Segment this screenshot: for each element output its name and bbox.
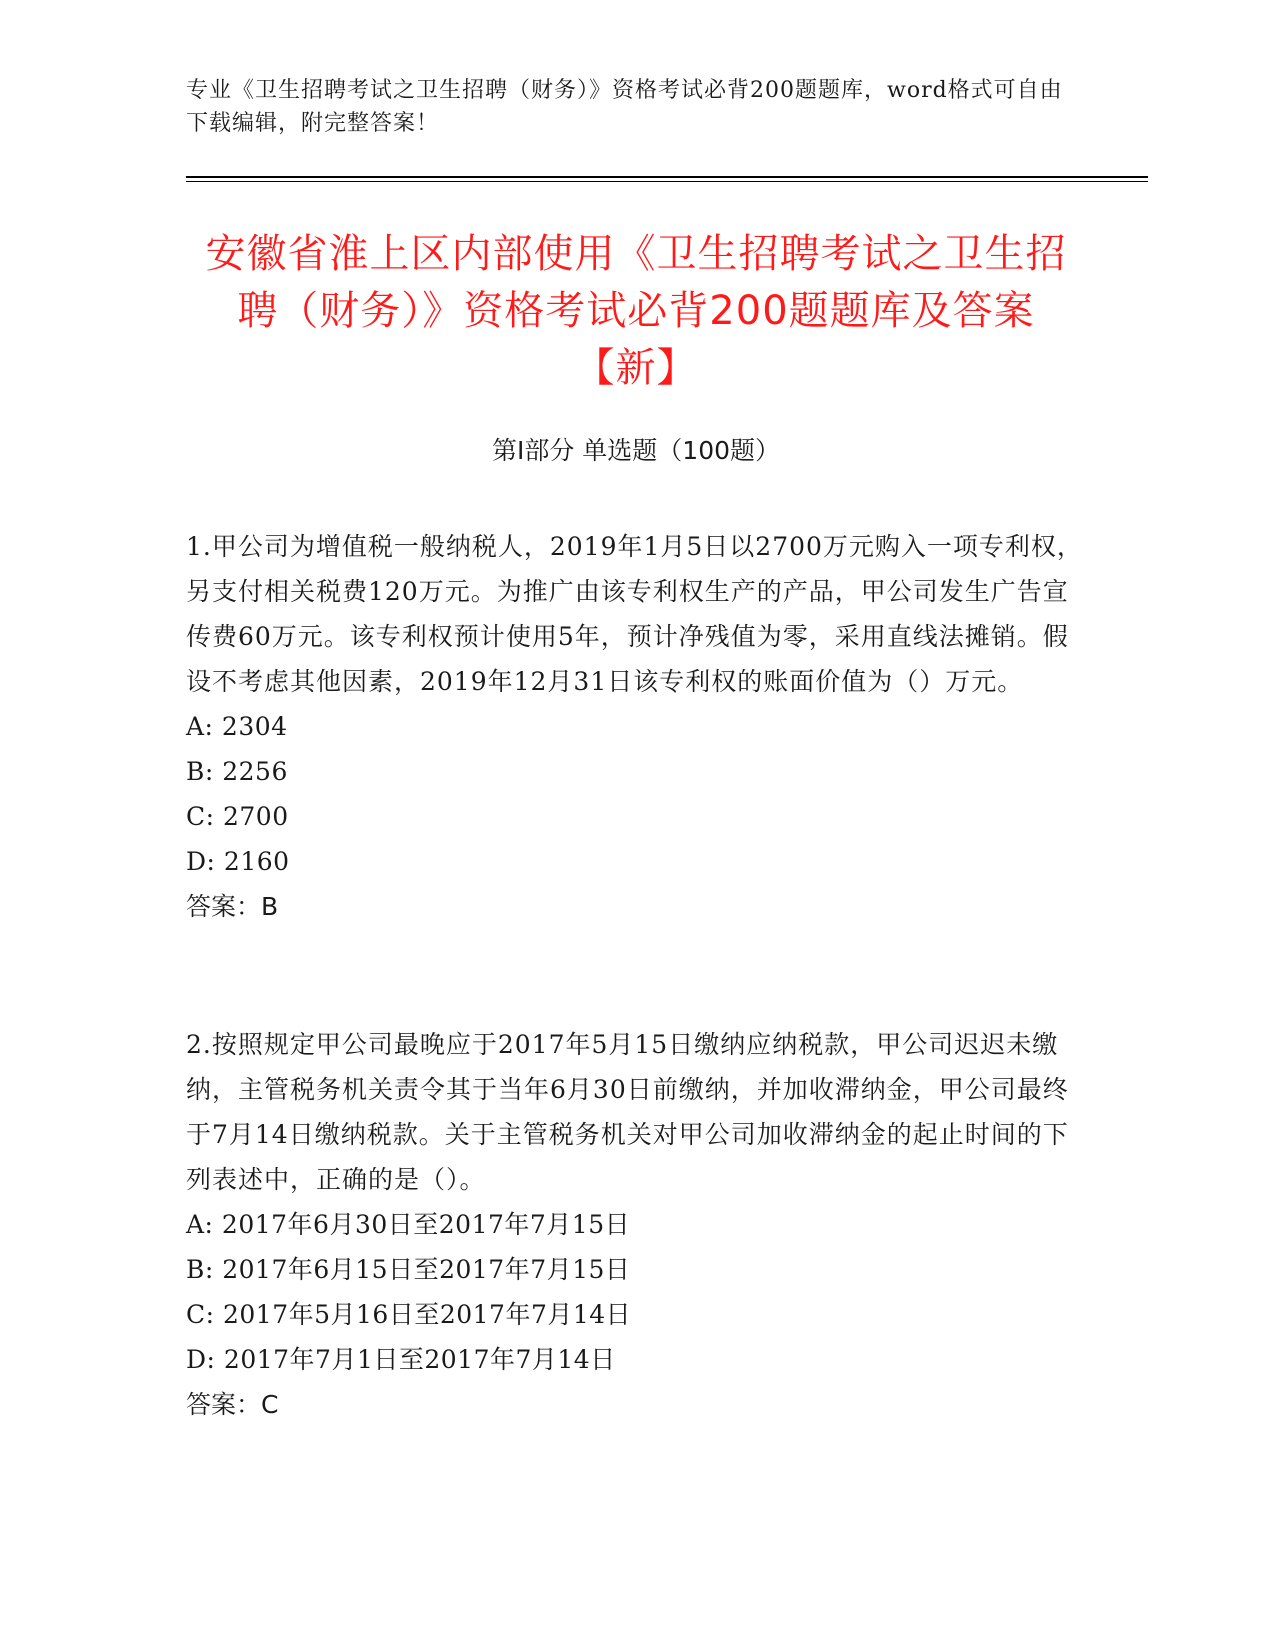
header-note: 专业《卫生招聘考试之卫生招聘（财务）》资格考试必背200题题库，word格式可自由下载编辑，附完整答案！ <box>186 78 1063 136</box>
option-a: A: 2017年6月30日至2017年7月15日 <box>186 1210 631 1239</box>
document-title: 安徽省淮上区内部使用《卫生招聘考试之卫生招聘（财务）》资格考试必背200题题库及答案【新】 <box>205 231 1067 391</box>
question-block <box>186 524 1086 929</box>
section-title: 第Ⅰ部分 单选题（100题） <box>491 436 781 465</box>
header-rule-thin <box>186 181 1148 182</box>
option-c: C: 2017年5月16日至2017年7月14日 <box>186 1300 632 1329</box>
option-b: B: 2256 <box>186 757 288 786</box>
option-d: D: 2017年7月1日至2017年7月14日 <box>186 1345 616 1374</box>
question-text: 2.按照规定甲公司最晚应于2017年5月15日缴纳应纳税款，甲公司迟迟未缴纳，主管税务机关责令其于当年6月30日前缴纳，并加收滞纳金，甲公司最终于7月14日缴纳税款。关于主管税务机关对甲公司加收滞纳金的起止时间的下列表述中，正确的是（）。 <box>186 1030 1069 1194</box>
answer: 答案：B <box>186 892 279 921</box>
header-rule-thick <box>186 176 1148 178</box>
option-b: B: 2017年6月15日至2017年7月15日 <box>186 1255 631 1284</box>
option-a: A: 2304 <box>186 712 288 741</box>
question-text: 1.甲公司为增值税一般纳税人，2019年1月5日以2700万元购入一项专利权，另支付相关税费120万元。为推广由该专利权生产的产品，甲公司发生广告宣传费60万元。该专利权预计使用5年，预计净残值为零，采用直线法摊销。假设不考虑其他因素，2019年12月31日该专利权的账面价值为（）万元。 <box>186 532 1083 696</box>
option-c: C: 2700 <box>186 802 289 831</box>
option-d: D: 2160 <box>186 847 290 876</box>
answer: 答案：C <box>186 1390 279 1419</box>
question-block <box>186 1022 1086 1427</box>
